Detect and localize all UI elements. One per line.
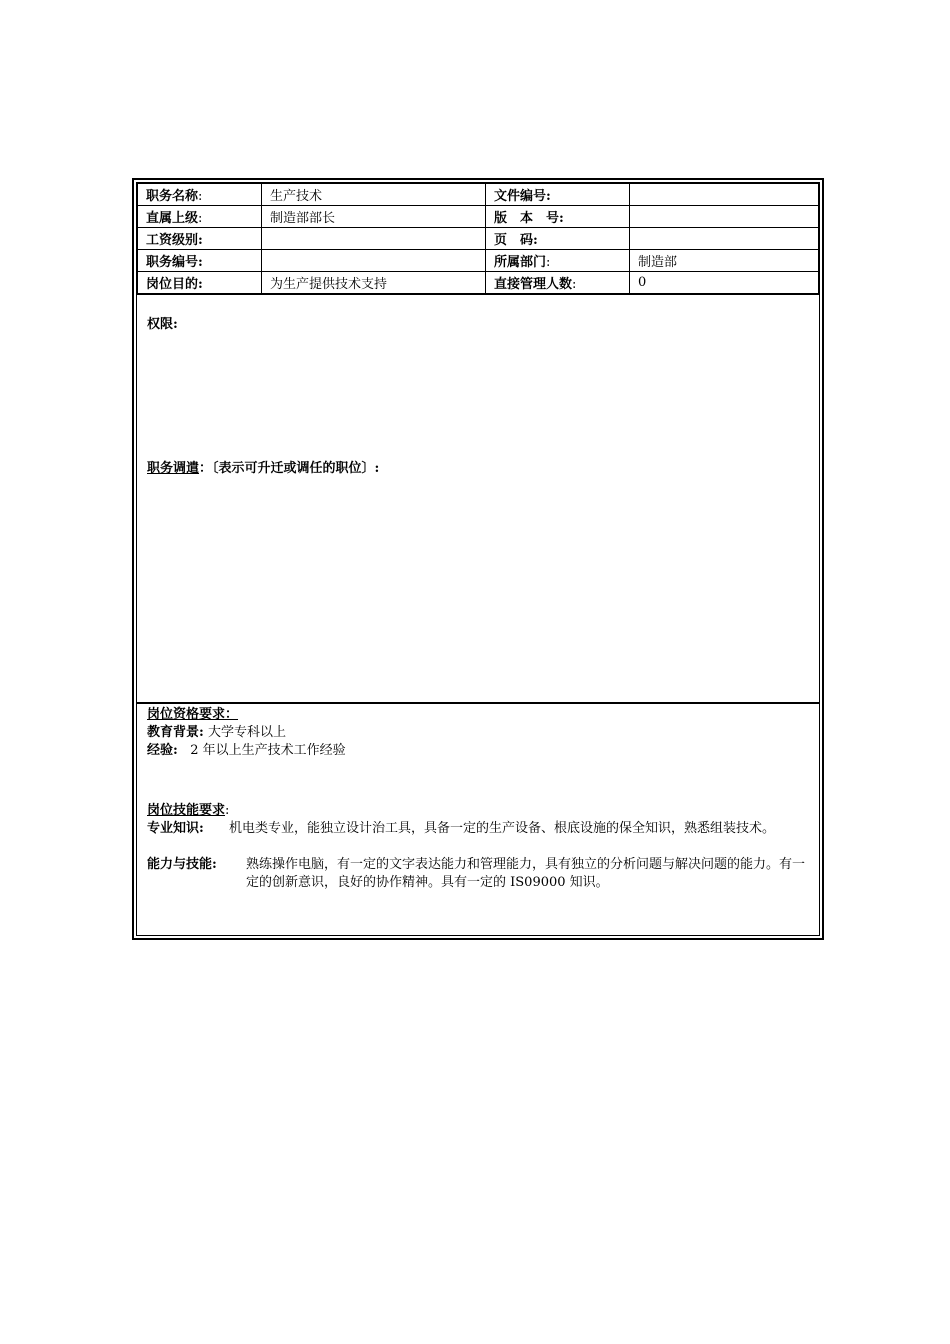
transfer-label: 职务调遣 — [147, 461, 200, 476]
page-label: 页 码: — [486, 228, 630, 250]
skills-title: 岗位技能要求 — [147, 803, 226, 818]
table-row — [138, 272, 819, 295]
salary-label: 工资级别: — [138, 228, 262, 250]
managed-count-value: 0 — [630, 272, 819, 295]
job-description-form — [132, 178, 824, 940]
knowledge-value: 机电类专业，能独立设计治工具，具备一定的生产设备、根底设施的保全知识，熟悉组装技术。 — [229, 821, 776, 836]
table-row — [138, 206, 819, 228]
ability-value: 熟练操作电脑，有一定的文字表达能力和管理能力，具有独立的分析问题与解决问题的能力。有一定的创新意识，良好的协作精神。具有一定的 IS09000 知识。 — [246, 857, 806, 890]
job-title-value: 生产技术 — [262, 184, 486, 206]
job-no-value — [262, 250, 486, 272]
table-row — [138, 184, 819, 206]
superior-value: 制造部部长 — [262, 206, 486, 228]
job-title-label: 职务名称: — [138, 184, 262, 206]
skills-title-line: 岗位技能要求: — [147, 803, 230, 818]
doc-no-label: 文件编号: — [486, 184, 630, 206]
dept-value: 制造部 — [630, 250, 819, 272]
transfer-line — [147, 460, 379, 478]
superior-label: 直属上级: — [138, 206, 262, 228]
job-no-label: 职务编号: — [138, 250, 262, 272]
experience-line — [147, 742, 346, 760]
dept-label: 所属部门: — [486, 250, 630, 272]
education-value: 大学专科以上 — [207, 725, 286, 740]
education-label: 教育背景: — [147, 725, 204, 740]
salary-value — [262, 228, 486, 250]
education-line — [147, 724, 286, 742]
qualifications-title: 岗位资格要求： — [147, 707, 239, 722]
purpose-label: 岗位目的: — [138, 272, 262, 295]
doc-no-value — [630, 184, 819, 206]
experience-value: 2 年以上生产技术工作经验 — [190, 743, 346, 758]
version-value — [630, 206, 819, 228]
knowledge-label: 专业知识: — [147, 821, 204, 836]
version-label: 版 本 号: — [486, 206, 630, 228]
experience-label: 经验: — [147, 743, 178, 758]
job-info-table — [137, 183, 819, 295]
authority-section — [137, 296, 819, 704]
qualifications-section — [137, 704, 819, 935]
authority-title: 权限: — [147, 317, 178, 332]
managed-count-label: 直接管理人数: — [486, 272, 630, 295]
form-inner-frame — [136, 182, 820, 936]
page-value — [630, 228, 819, 250]
ability-label: 能力与技能: — [147, 857, 217, 872]
transfer-note: ：〔表示可升迁或调任的职位〕: — [199, 461, 380, 476]
table-row — [138, 228, 819, 250]
purpose-value: 为生产提供技术支持 — [262, 272, 486, 295]
table-row — [138, 250, 819, 272]
